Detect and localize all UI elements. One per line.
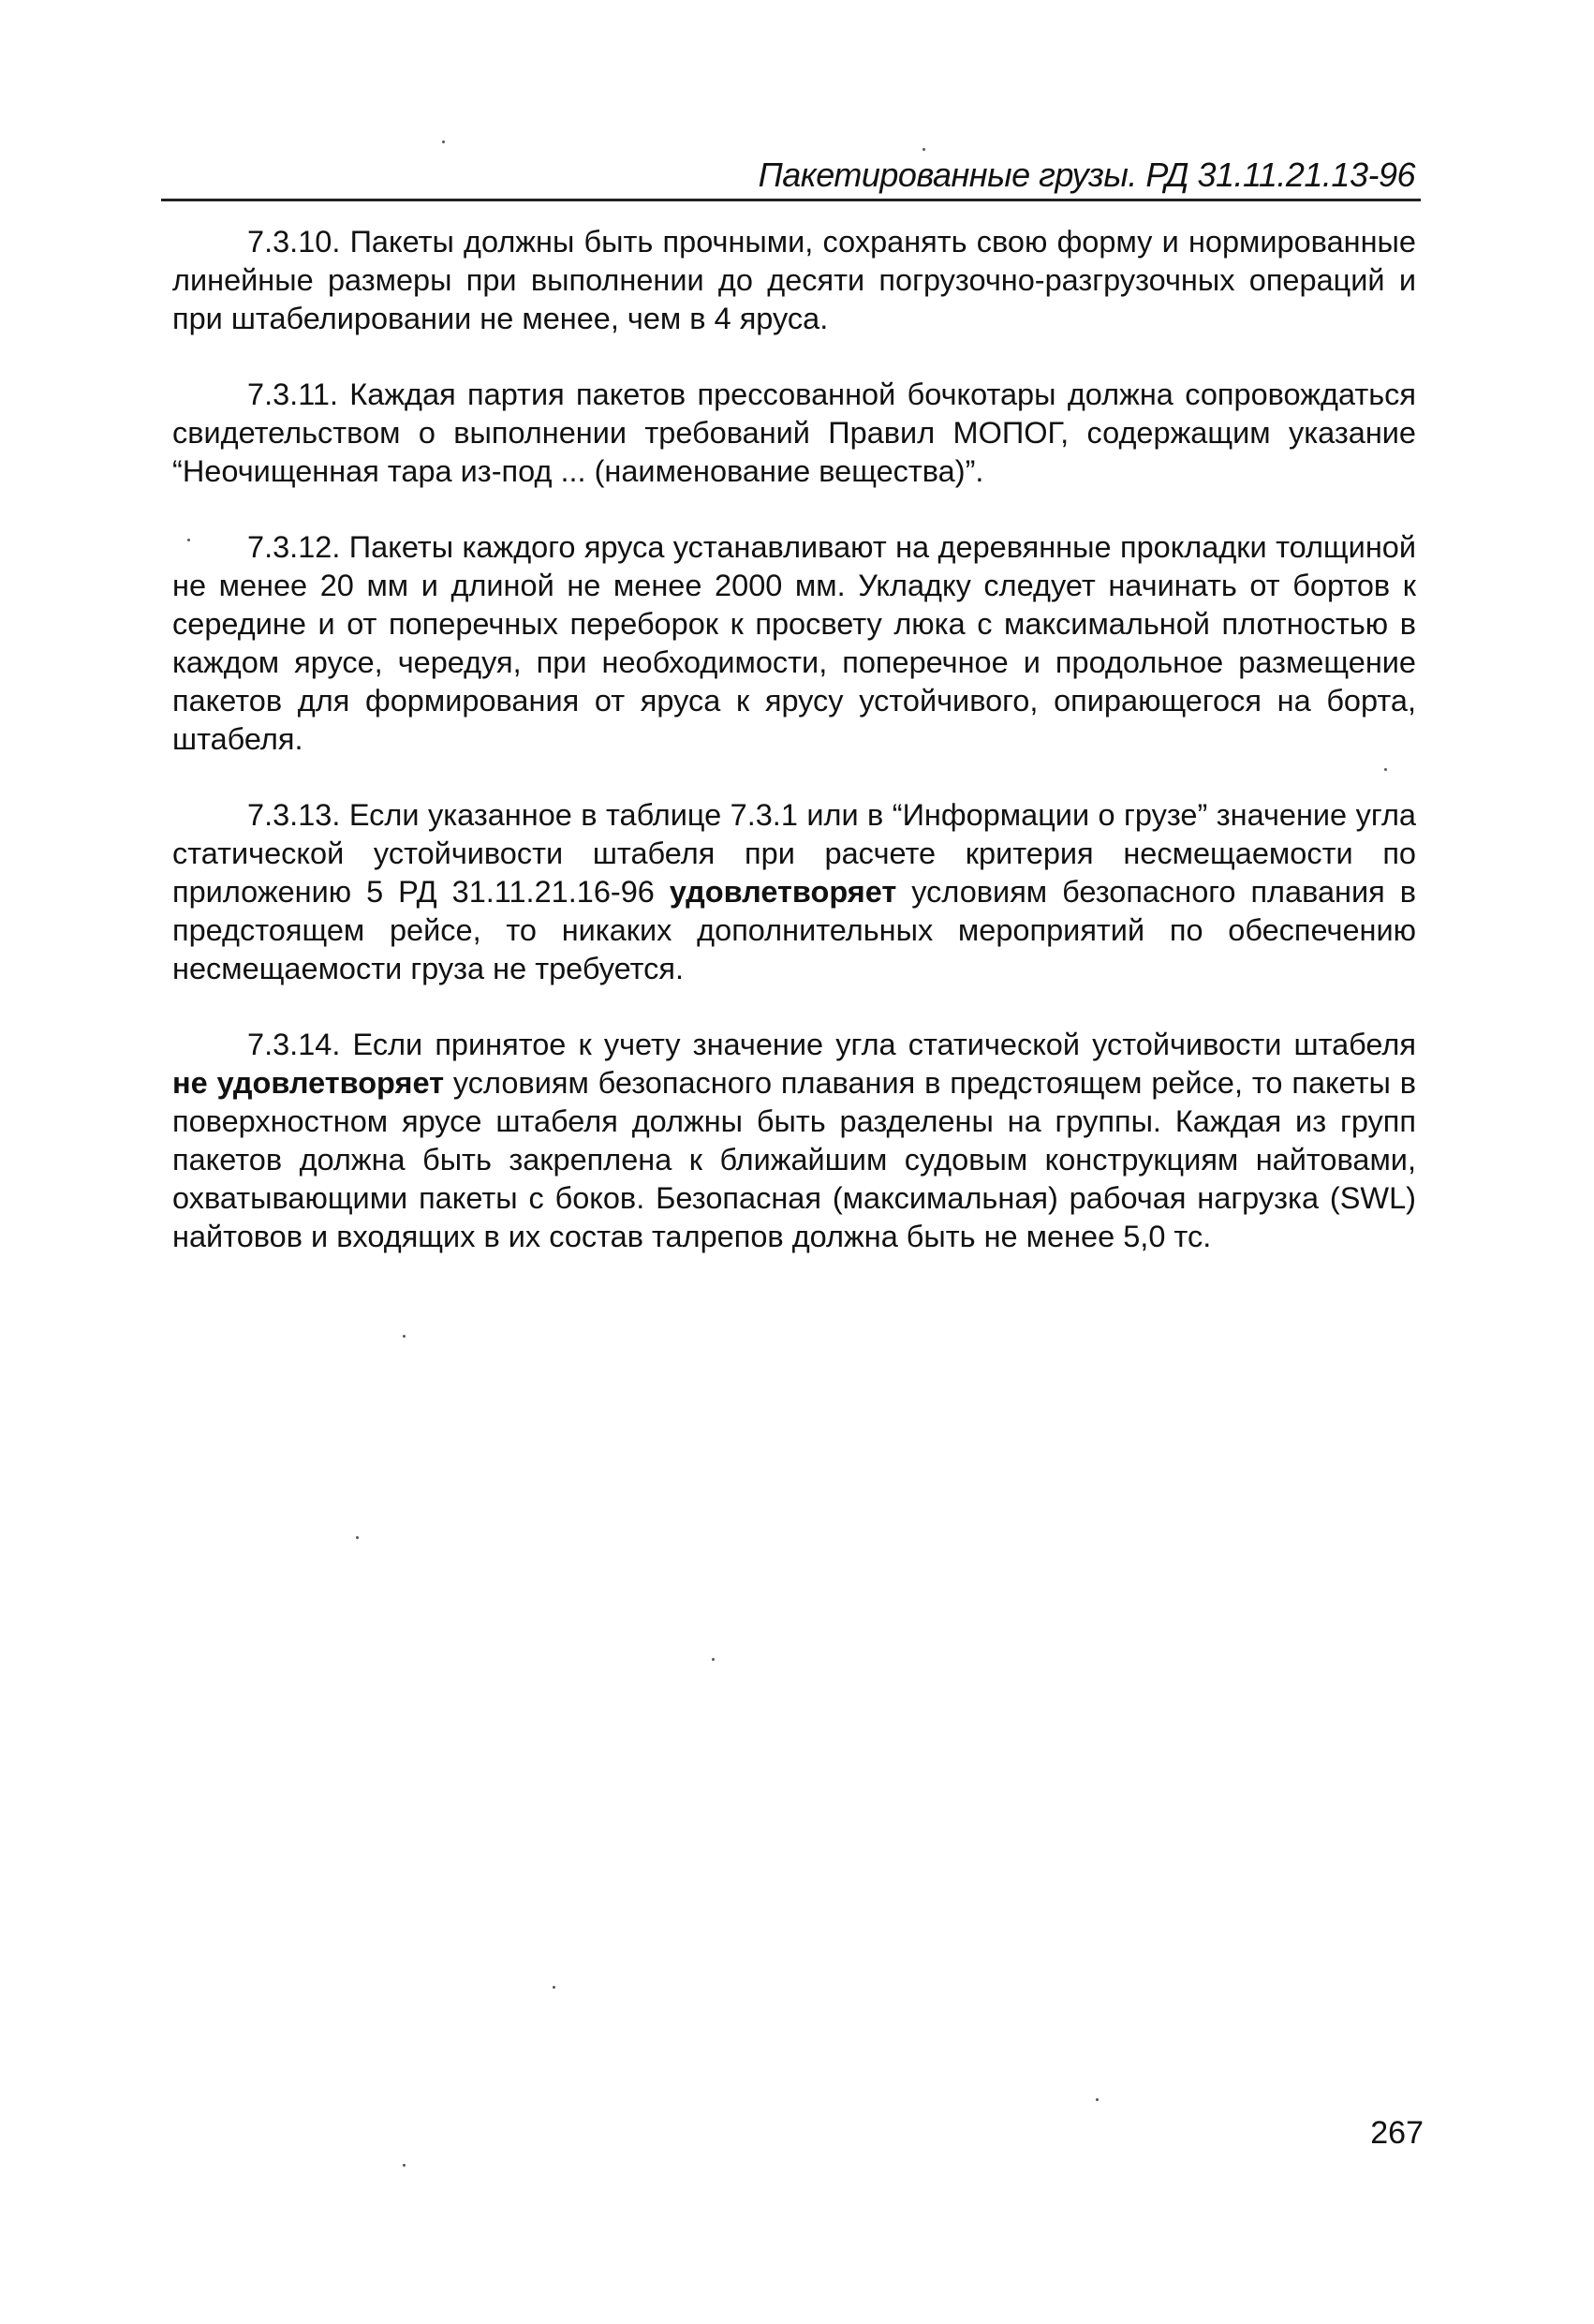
scan-speck <box>403 2164 406 2167</box>
scan-speck <box>922 148 925 151</box>
scan-speck <box>1096 2098 1099 2101</box>
header-rule <box>161 199 1421 201</box>
paragraph-text: условиям безопасного плавания в предстоящем рейсе, то никаких дополнительных мероприятий по обеспечению несмещаемости груза не требуется. <box>172 875 1416 985</box>
scan-speck <box>187 539 190 541</box>
running-header: Пакетированные грузы. РД 31.11.21.13-96 <box>758 155 1415 194</box>
paragraph-7-3-14 <box>172 1026 1416 1256</box>
paragraph-7-3-12: 7.3.12. Пакеты каждого яруса устанавливают на деревянные прокладки толщиной не менее 20 мм и длиной не менее 2000 мм. Укладку следует начинать от бортов к середине и от поперечных переборок к просвету люка с максимальной плотностью в каждом ярусе, чередуя, при необходимости, поперечное и продольное размещение пакетов для формирования от яруса к ярусу устойчивого, опирающегося на борта, штабеля. <box>172 530 1416 756</box>
scan-speck <box>442 141 445 143</box>
paragraph-7-3-13 <box>172 796 1416 988</box>
paragraph-text: 7.3.14. Если принятое к учету значение угла статической устойчивости штабеля <box>247 1028 1416 1061</box>
scan-speck <box>553 1986 555 1989</box>
scan-speck <box>356 1536 359 1539</box>
scan-speck <box>712 1658 715 1661</box>
paragraph-text: условиям безопасного плавания в предстоящем рейсе, то пакеты в поверхностном ярусе штабеля должны быть разделены на группы. Каждая из групп пакетов должна быть закреплена к ближайшим судовым конструкциям найтовами, охватывающими пакеты с боков. Безопасная (максимальная) рабочая нагрузка (SWL) найтовов и входящих в их состав талрепов должна быть не менее 5,0 тс. <box>172 1066 1416 1253</box>
scan-speck <box>1384 768 1387 771</box>
emphasis-not-satisfies: не удовлетворяет <box>172 1066 445 1100</box>
paragraph-7-3-11: 7.3.11. Каждая партия пакетов прессованной бочкотары должна сопровождаться свидетельством о выполнении требований Правил МОПОГ, содержащим указание “Неочищенная тара из-под ... (наименование вещества)”. <box>172 377 1416 488</box>
body-text <box>172 223 1416 1294</box>
emphasis-satisfies: удовлетворяет <box>669 875 897 909</box>
scan-speck <box>403 1335 406 1338</box>
paragraph-text: 7.3.13. Если указанное в таблице 7.3.1 или в “Информации о грузе” значение угла статической устойчивости штабеля при расчете критерия несмещаемости по приложению 5 РД 31.11.21.16-96 <box>172 798 1416 909</box>
page-number: 267 <box>1370 2115 1424 2151</box>
paragraph-7-3-10: 7.3.10. Пакеты должны быть прочными, сохранять свою форму и нормированные линейные размеры при выполнении до десяти погрузочно-разгрузочных операций и при штабелировании не менее, чем в 4 яруса. <box>172 225 1416 335</box>
